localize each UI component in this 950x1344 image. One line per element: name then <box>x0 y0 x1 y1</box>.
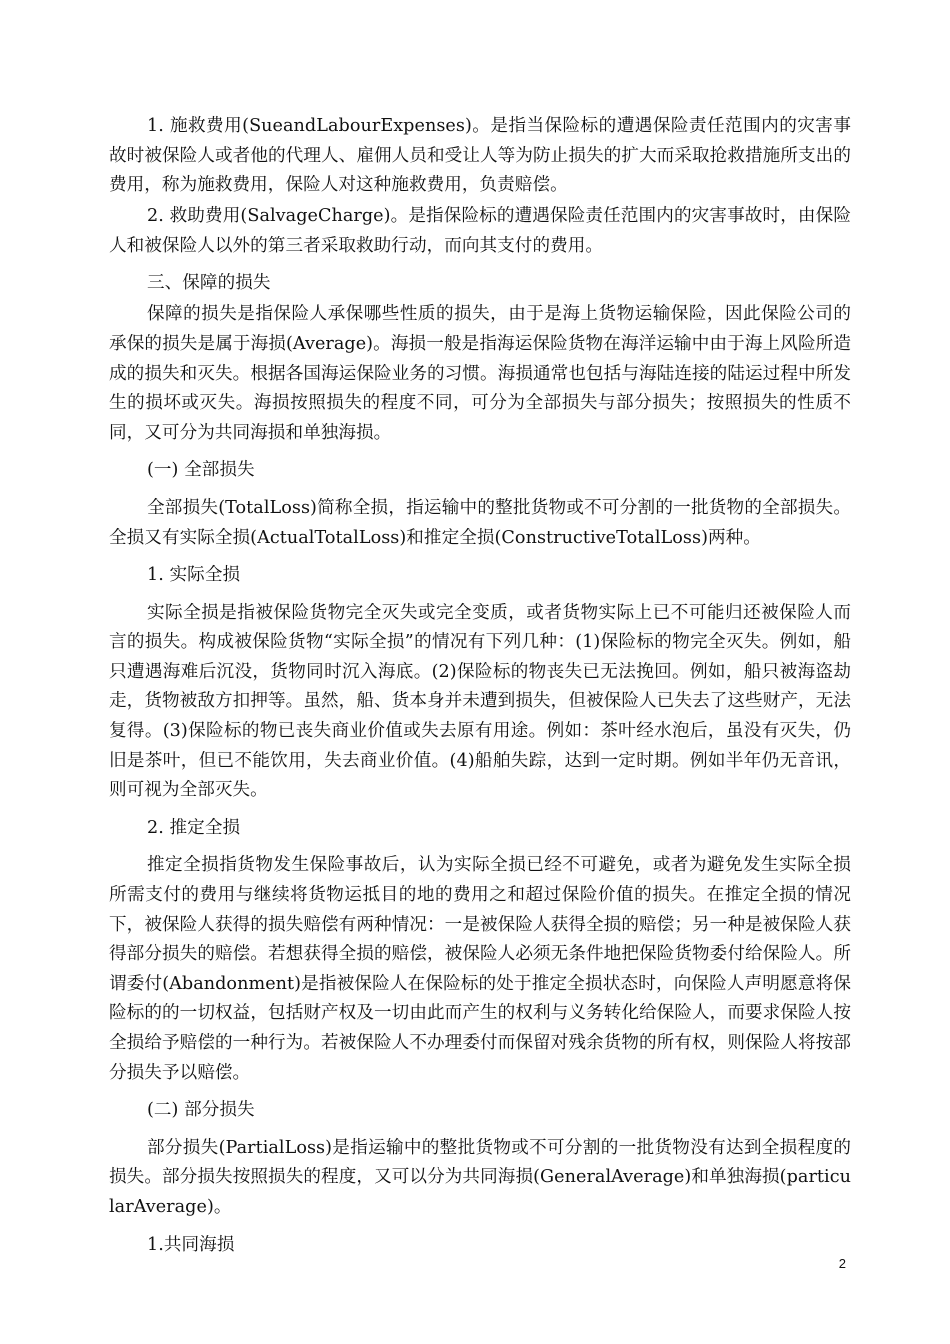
page-number: 2 <box>838 1256 846 1271</box>
paragraph-covered-losses: 保障的损失是指保险人承保哪些性质的损失，由于是海上货物运输保险，因此保险公司的承保的损失是属于海损(Average)。海损一般是指海运保险货物在海洋运输中由于海上风险所造成的损失和灭失。根据各国海运保险业务的习惯。海损通常也包括与海陆连接的陆运过程中所发生的损坏或灭失。海损按照损失的程度不同，可分为全部损失与部分损失；按照损失的性质不同，又可分为共同海损和单独海损。 <box>109 304 851 443</box>
heading-general-average: 1.共同海损 <box>147 1234 235 1255</box>
paragraph-constructive-total-loss: 推定全损指货物发生保险事故后，认为实际全损已经不可避免，或者为避免发生实际全损所需支付的费用与继续将货物运抵目的地的费用之和超过保险价值的损失。在推定全损的情况下，被保险人获得的损失赔偿有两种情况：一是被保险人获得全损的赔偿；另一种是被保险人获得部分损失的赔偿。若想获得全损的赔偿，被保险人必须无条件地把保险货物委付给保险人。所谓委付(Abandonment)是指被保险人在保险标的处于推定全损状态时，向保险人声明愿意将保险标的的一切权益，包括财产权及一切由此而产生的权利与义务转化给保险人，而要求保险人按全损给予赔偿的一种行为。若被保险人不办理委付而保留对残余货物的所有权，则保险人将按部分损失予以赔偿。 <box>109 855 851 1083</box>
document-body <box>109 112 851 1262</box>
paragraph-actual-total-loss: 实际全损是指被保险货物完全灭失或完全变质，或者货物实际上已不可能归还被保险人而言的损失。构成被保险货物“实际全损”的情况有下列几种：(1)保险标的物完全灭失。例如，船只遭遇海难后沉没，货物同时沉入海底。(2)保险标的物丧失已无法挽回。例如，船只被海盗劫走，货物被敌方扣押等。虽然，船、货本身并未遭到损失，但被保险人已失去了这些财产，无法复得。(3)保险标的物已丧失商业价值或失去原有用途。例如：茶叶经水泡后，虽没有灭失，仍旧是茶叶，但已不能饮用，失去商业价值。(4)船舶失踪，达到一定时期。例如半年仍无音讯，则可视为全部灭失。 <box>109 602 851 801</box>
heading-constructive-total-loss: 2. 推定全损 <box>147 817 241 838</box>
paragraph-sue-and-labour: 1. 施救费用(SueandLabourExpenses)。是指当保险标的遭遇保险责任范围内的灾害事故时被保险人或者他的代理人、雇佣人员和受让人等为防止损失的扩大而采取抢救措施所支出的费用，称为施救费用，保险人对这种施救费用，负责赔偿。 <box>109 116 851 196</box>
paragraph-partial-loss: 部分损失(PartialLoss)是指运输中的整批货物或不可分割的一批货物没有达到全损程度的损失。部分损失按照损失的程度，又可以分为共同海损(GeneralAverage)和单独海损(particularAverage)。 <box>109 1137 851 1217</box>
heading-actual-total-loss: 1. 实际全损 <box>147 565 241 586</box>
paragraph-total-loss: 全部损失(TotalLoss)简称全损，指运输中的整批货物或不可分割的一批货物的全部损失。全损又有实际全损(ActualTotalLoss)和推定全损(ConstructiveTotalLoss)两种。 <box>109 497 851 548</box>
heading-covered-losses: 三、保障的损失 <box>147 273 271 294</box>
heading-partial-loss: (二) 部分损失 <box>147 1100 255 1121</box>
paragraph-salvage-charge: 2. 救助费用(SalvageCharge)。是指保险标的遭遇保险责任范围内的灾害事故时，由保险人和被保险人以外的第三者采取救助行动，而向其支付的费用。 <box>109 206 851 256</box>
heading-total-loss: (一) 全部损失 <box>147 460 255 481</box>
